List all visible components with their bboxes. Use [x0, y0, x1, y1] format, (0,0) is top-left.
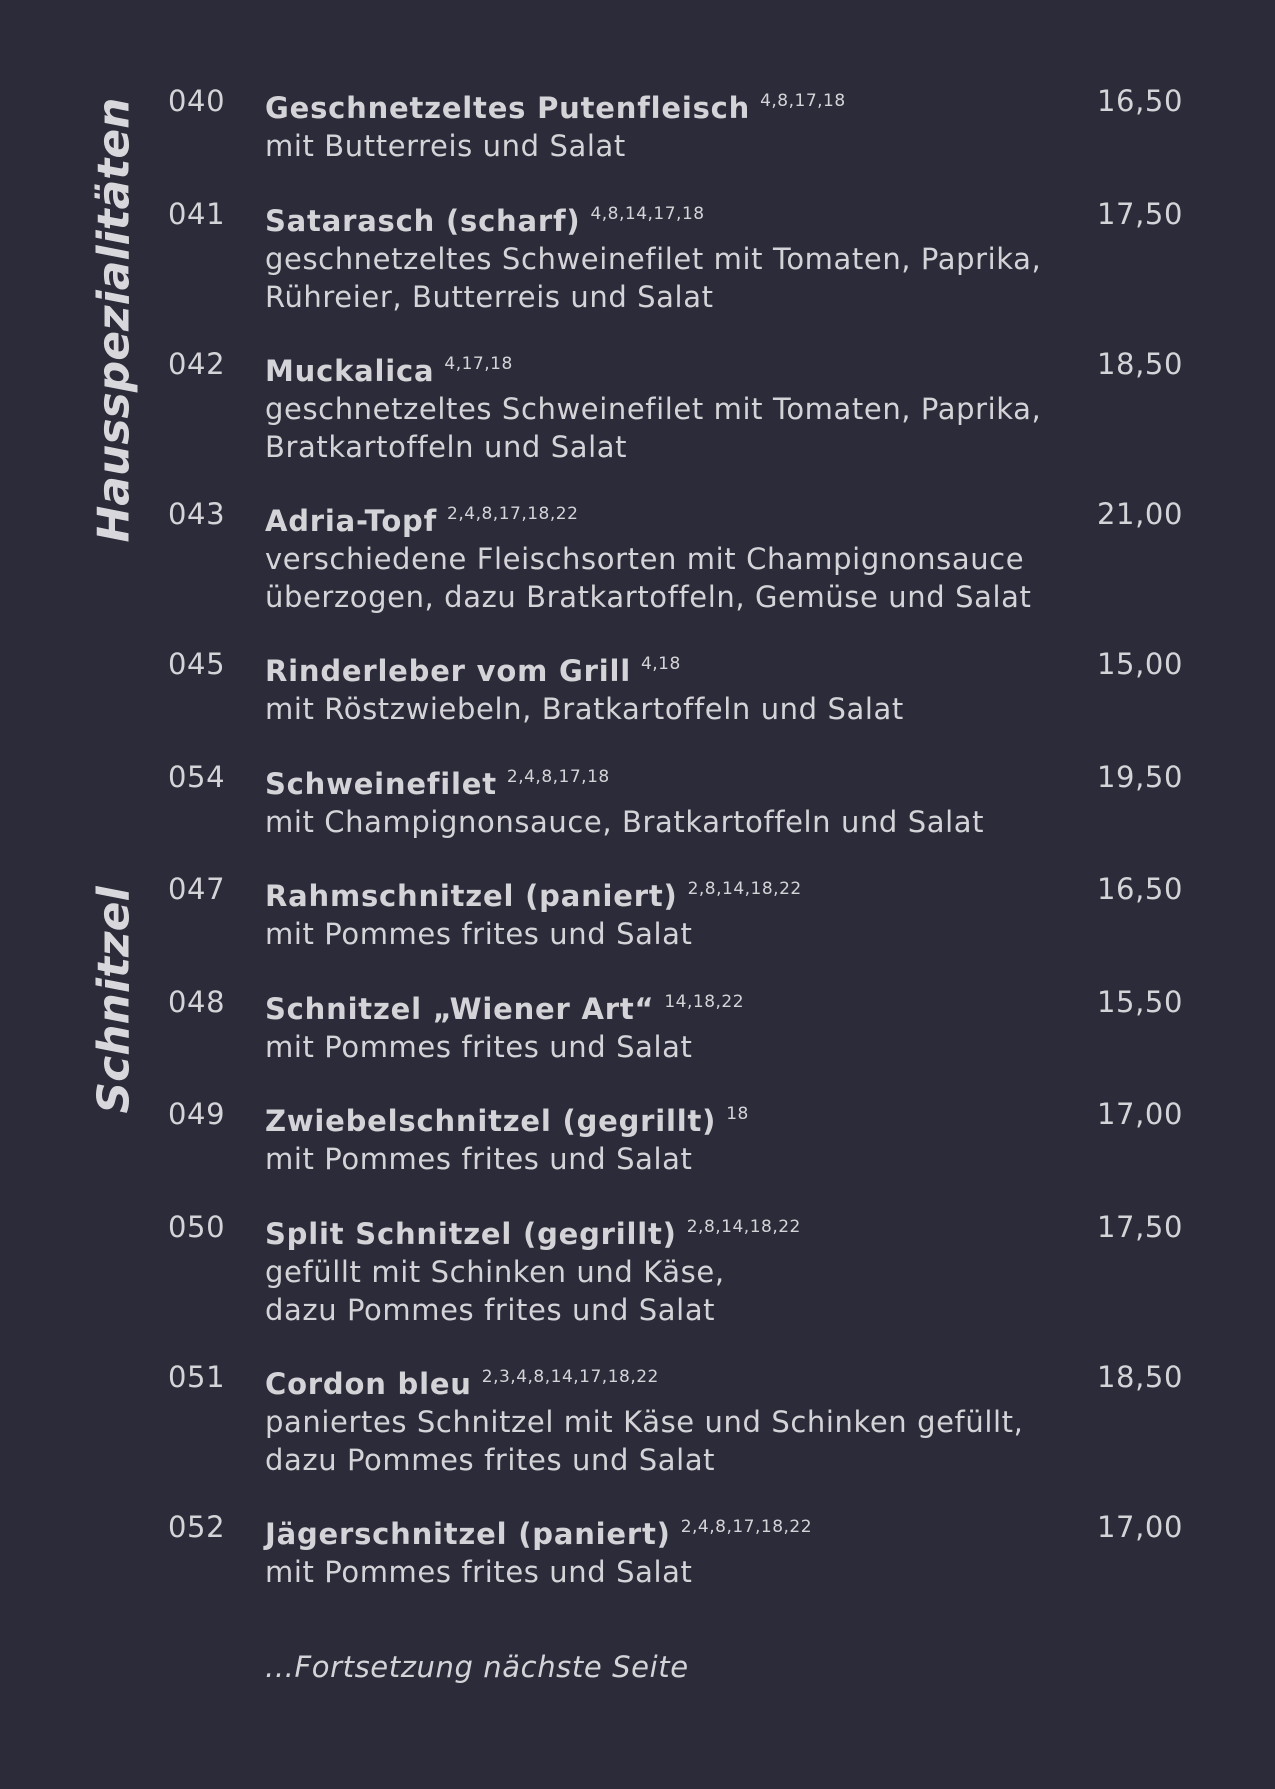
item-name: Schweinefilet	[265, 767, 497, 801]
item-description: verschiedene Fleischsorten mit Champignonsauce überzogen, dazu Bratkartoffeln, Gemüse und Salat	[265, 542, 1032, 614]
item-allergens: 2,4,8,17,18,22	[447, 504, 579, 524]
item-allergens: 2,3,4,8,14,17,18,22	[481, 1367, 659, 1387]
item-name: Cordon bleu	[265, 1367, 472, 1401]
item-number: 051	[168, 1360, 226, 1394]
item-price: 17,50	[1096, 1210, 1183, 1244]
item-allergens: 18	[726, 1104, 749, 1124]
item-description: mit Pommes frites und Salat	[265, 1555, 693, 1589]
item-description: mit Champignonsauce, Bratkartoffeln und Salat	[265, 805, 985, 839]
item-description: mit Pommes frites und Salat	[265, 1142, 693, 1176]
item-number: 049	[168, 1097, 226, 1131]
item-description: mit Pommes frites und Salat	[265, 917, 693, 951]
item-number: 042	[168, 347, 226, 381]
item-number: 050	[168, 1210, 226, 1244]
item-name: Rinderleber vom Grill	[265, 654, 631, 688]
item-allergens: 4,8,14,17,18	[590, 204, 705, 224]
item-allergens: 4,17,18	[444, 354, 513, 374]
item-name: Zwiebelschnitzel (gegrillt)	[265, 1104, 717, 1138]
item-name: Rahmschnitzel (paniert)	[265, 879, 678, 913]
item-price: 17,00	[1096, 1097, 1183, 1131]
item-number: 047	[168, 872, 226, 906]
item-price: 15,00	[1096, 647, 1183, 681]
item-description: paniertes Schnitzel mit Käse und Schinken gefüllt, dazu Pommes frites und Salat	[265, 1405, 1024, 1477]
item-allergens: 14,18,22	[664, 992, 745, 1012]
item-name: Geschnetzeltes Putenfleisch	[265, 91, 751, 125]
item-description: mit Pommes frites und Salat	[265, 1030, 693, 1064]
item-name: Satarasch (scharf)	[265, 204, 581, 238]
item-price: 16,50	[1096, 84, 1183, 118]
item-description: mit Butterreis und Salat	[265, 129, 626, 163]
item-name: Split Schnitzel (gegrillt)	[265, 1217, 677, 1251]
item-allergens: 2,4,8,17,18,22	[680, 1517, 813, 1537]
continuation-note: ...Fortsetzung nächste Seite	[265, 1650, 689, 1684]
item-price: 17,50	[1096, 197, 1183, 231]
item-allergens: 2,8,14,18,22	[687, 879, 802, 899]
item-price: 16,50	[1096, 872, 1183, 906]
item-number: 041	[168, 197, 226, 231]
item-number: 054	[168, 760, 226, 794]
item-name: Adria-Topf	[265, 504, 438, 538]
section-title-schnitzel: Schnitzel	[88, 886, 140, 1114]
item-price: 18,50	[1096, 1360, 1183, 1394]
item-price: 18,50	[1096, 347, 1183, 381]
item-number: 052	[168, 1510, 226, 1544]
item-price: 15,50	[1096, 985, 1183, 1019]
item-description: geschnetzeltes Schweinefilet mit Tomaten, Paprika, Bratkartoffeln und Salat	[265, 392, 1042, 464]
item-price: 17,00	[1096, 1510, 1183, 1544]
item-number: 043	[168, 497, 226, 531]
item-description: mit Röstzwiebeln, Bratkartoffeln und Salat	[265, 692, 904, 726]
item-allergens: 4,18	[640, 654, 681, 674]
item-name: Jägerschnitzel (paniert)	[265, 1517, 671, 1551]
item-allergens: 2,4,8,17,18	[506, 767, 610, 787]
item-allergens: 2,8,14,18,22	[686, 1217, 801, 1237]
item-number: 040	[168, 84, 226, 118]
item-price: 21,00	[1096, 497, 1183, 531]
item-price: 19,50	[1096, 760, 1183, 794]
section-title-hausspezialitaeten: Hausspezialitäten	[88, 97, 140, 543]
item-number: 045	[168, 647, 226, 681]
item-name: Schnitzel „Wiener Art“	[265, 992, 655, 1026]
item-name: Muckalica	[265, 354, 435, 388]
item-allergens: 4,8,17,18	[760, 91, 846, 111]
item-number: 048	[168, 985, 226, 1019]
item-description: gefüllt mit Schinken und Käse, dazu Pommes frites und Salat	[265, 1255, 725, 1327]
item-description: geschnetzeltes Schweinefilet mit Tomaten, Paprika, Rühreier, Butterreis und Salat	[265, 242, 1042, 314]
